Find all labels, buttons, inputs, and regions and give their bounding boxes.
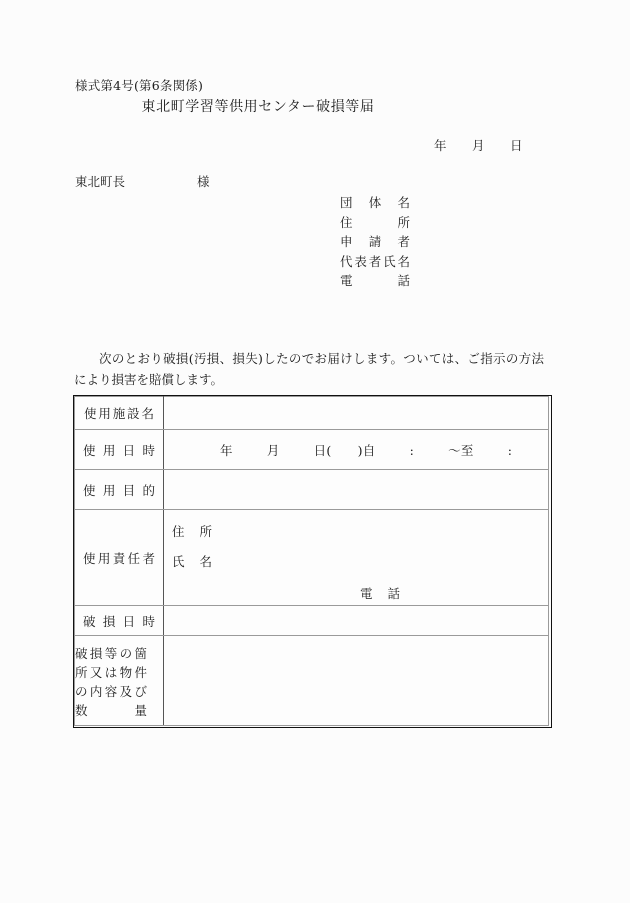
- addressee-honorific: 様: [197, 174, 210, 189]
- date-day: 日: [510, 138, 523, 153]
- addressee-name: 東北町長: [75, 174, 126, 189]
- usage-day-close: )自: [357, 442, 376, 458]
- usage-day: 日(: [313, 442, 332, 458]
- date-line: [434, 136, 548, 154]
- applicant-field-phone: [340, 271, 410, 291]
- table-row-damage-details: [75, 636, 549, 726]
- usage-to-mark: 〜至: [448, 442, 474, 458]
- label-facility-name: 使用施設名: [75, 397, 164, 430]
- applicant-label-phone: 電話: [340, 273, 410, 288]
- usage-datetime-fields: [172, 443, 512, 458]
- label-responsible-person: 使用責任者: [75, 510, 164, 606]
- date-year: 年: [434, 138, 447, 153]
- applicant-label-group-name: 団体名: [340, 195, 410, 210]
- responsible-person-fields: [164, 510, 548, 605]
- table-row-usage-datetime: [75, 430, 549, 470]
- applicant-block: [340, 193, 410, 291]
- value-usage-purpose[interactable]: [164, 470, 549, 510]
- body-paragraph: 次のとおり破損(汚損、損失)したのでお届けします。ついては、ご指示の方法により損害を賠償します。: [74, 351, 544, 387]
- damage-report-table: [74, 396, 549, 726]
- value-responsible-person[interactable]: [164, 510, 549, 606]
- document-title: 東北町学習等供用センター破損等届: [141, 99, 375, 115]
- table-row-damage-datetime: [75, 606, 549, 636]
- applicant-field-group-name: [340, 193, 410, 213]
- table-row-facility-name: [75, 397, 549, 430]
- responsible-person-phone-row: [360, 584, 400, 602]
- label-damage-details: [75, 636, 164, 726]
- label-usage-datetime: 使用日時: [75, 430, 164, 470]
- value-damage-details[interactable]: [164, 636, 549, 726]
- responsible-person-name-row: [172, 552, 212, 570]
- label-responsible-address: 住所: [172, 524, 212, 539]
- table-row-usage-purpose: [75, 470, 549, 510]
- table-row-responsible-person: [75, 510, 549, 606]
- applicant-label-applicant: 申請者: [340, 234, 410, 249]
- usage-to-colon: :: [507, 442, 513, 458]
- responsible-person-address-row: [172, 522, 212, 540]
- label-damage-datetime: 破損日時: [75, 606, 164, 636]
- label-damage-details-lines: 破損等の箇 所又は物件 の内容及び 数量: [75, 646, 147, 718]
- usage-year: 年: [220, 442, 233, 458]
- form-number: 様式第4号(第6条関係): [75, 78, 204, 93]
- value-damage-datetime[interactable]: [164, 606, 549, 636]
- addressee-row: [75, 172, 210, 190]
- applicant-field-representative: [340, 252, 410, 272]
- applicant-label-representative: 代表者氏名: [340, 253, 410, 269]
- applicant-field-address: [340, 213, 410, 233]
- label-usage-purpose: 使用目的: [75, 470, 164, 510]
- applicant-label-address: 住所: [340, 214, 410, 230]
- usage-month: 月: [266, 442, 280, 458]
- label-responsible-name: 氏名: [172, 554, 212, 569]
- value-usage-datetime[interactable]: [164, 430, 549, 470]
- label-responsible-phone: 電話: [360, 586, 400, 601]
- date-month: 月: [472, 138, 485, 153]
- value-facility-name[interactable]: [164, 397, 549, 430]
- applicant-field-applicant: [340, 232, 410, 252]
- usage-from-colon: :: [409, 442, 415, 458]
